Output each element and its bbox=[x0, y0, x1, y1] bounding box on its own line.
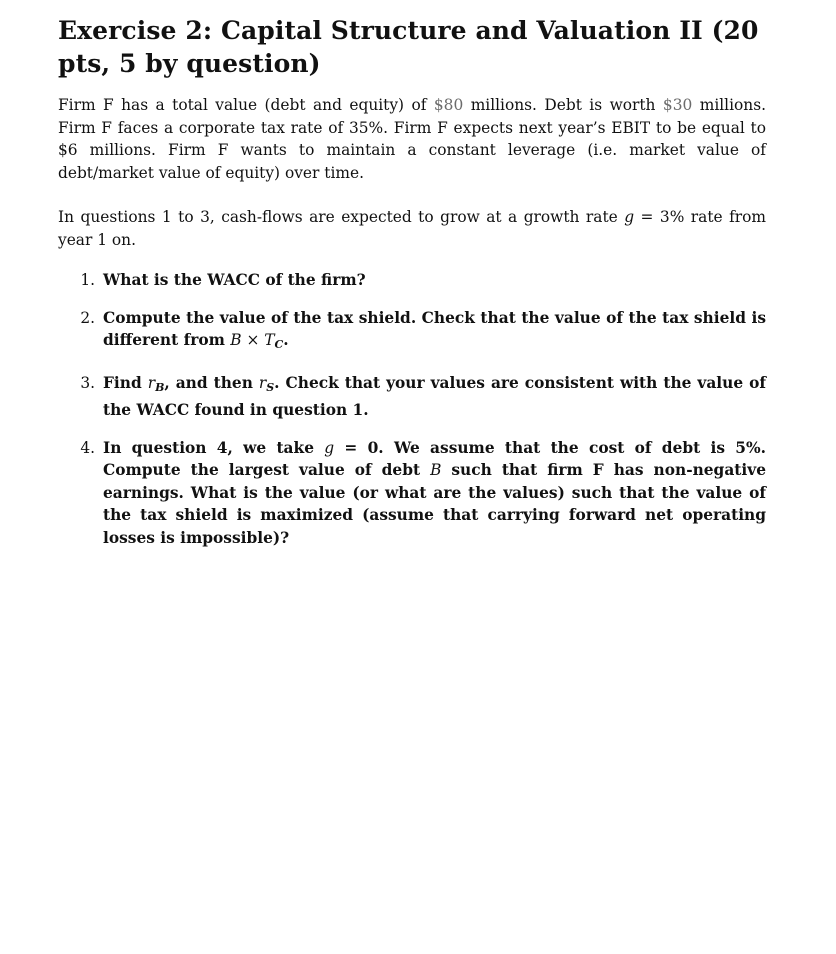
total-value-amount: $80 bbox=[433, 96, 464, 114]
q2-tax-subscript: C bbox=[274, 338, 284, 351]
q3-text-3: . Check that your values are consistent with the value of the WACC found in question 1. bbox=[103, 373, 766, 419]
question-number-4: 4. bbox=[80, 438, 95, 457]
q3-rs-variable: r bbox=[258, 373, 267, 392]
question-item-2 bbox=[58, 307, 766, 357]
question-list bbox=[58, 269, 766, 549]
intro-text-1: Firm F has a total value (debt and equity) of bbox=[58, 96, 434, 114]
growth-paragraph bbox=[58, 206, 766, 251]
question-text-2 bbox=[103, 307, 766, 357]
growth-text-2: = 3% rate from year 1 on. bbox=[58, 208, 767, 249]
question-number-3: 3. bbox=[80, 373, 95, 392]
q1-text: What is the WACC of the firm? bbox=[103, 271, 366, 289]
intro-text-2: millions. Debt is worth bbox=[463, 96, 663, 114]
q3-rs-subscript: S bbox=[266, 380, 275, 394]
q4-text-2: = 0. We assume that the cost of debt is 5%. Compute the largest value of debt bbox=[103, 438, 766, 479]
q3-text-2: , and then bbox=[164, 373, 259, 392]
q2-text-1: Compute the value of the tax shield. Check that the value of the tax shield is different from bbox=[103, 308, 766, 349]
exercise-page bbox=[58, 14, 766, 564]
q4-text-1: In question 4, we take bbox=[103, 438, 325, 457]
intro-text-3: millions. Firm F faces a corporate tax rate of 35%. Firm F expects next year’s EBIT to be equal to $6 millions. Firm F wants to maintain a constant leverage (i.e. market value of debt/market value of equity) over time. bbox=[58, 96, 766, 182]
q3-rb-variable: r bbox=[147, 373, 156, 392]
question-item-4 bbox=[58, 437, 766, 550]
q4-debt-variable: B bbox=[430, 461, 442, 479]
question-text-3 bbox=[103, 372, 766, 422]
q4-text-3: such that firm F has non-negative earnings. What is the value (or what are the values) such that the value of the tax shield is maximized (assume that carrying forward net operating losses is impossible)? bbox=[103, 461, 766, 547]
question-number-2: 2. bbox=[80, 308, 95, 327]
growth-variable: g bbox=[624, 208, 635, 226]
q2-times-symbol: × bbox=[241, 331, 265, 349]
exercise-title: Exercise 2: Capital Structure and Valuation II (20 pts, 5 by question) bbox=[58, 16, 759, 78]
question-number-1: 1. bbox=[80, 271, 95, 289]
question-item-3 bbox=[58, 372, 766, 422]
question-text-4 bbox=[103, 437, 766, 550]
growth-text-1: In questions 1 to 3, cash-flows are expected to grow at a growth rate bbox=[58, 208, 625, 226]
q2-text-2: . bbox=[283, 331, 289, 349]
q3-rb-subscript: B bbox=[155, 380, 165, 394]
intro-paragraph bbox=[58, 94, 766, 184]
q2-debt-variable: B bbox=[230, 331, 242, 349]
q2-tax-variable: T bbox=[264, 331, 275, 349]
question-text-1 bbox=[103, 269, 766, 292]
q4-growth-variable: g bbox=[324, 438, 335, 457]
debt-value-amount: $30 bbox=[662, 96, 693, 114]
question-item-1 bbox=[58, 269, 766, 292]
q3-text-1: Find bbox=[103, 373, 148, 392]
